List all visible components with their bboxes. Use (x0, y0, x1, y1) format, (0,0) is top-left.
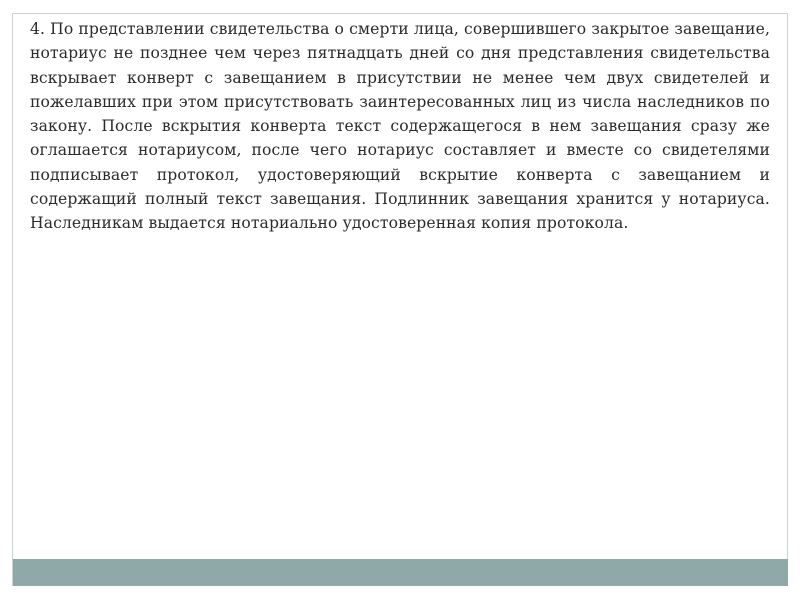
body-paragraph: 4. По представлении свидетельства о смерти лица, совершившего закрытое завещание, нотариус не позднее чем через пятнадцать дней со дня представления свидетельства вскрывает конверт с завещанием в присутствии не менее чем двух свидетелей и пожелавших при этом присутствовать заинтересованных лиц из числа наследников по закону. После вскрытия конверта текст содержащегося в нем завещания сразу же оглашается нотариусом, после чего нотариус составляет и вместе со свидетелями подписывает протокол, удостоверяющий вскрытие конверта с завещанием и содержащий полный текст завещания. Подлинник завещания хранится у нотариуса. Наследникам выдается нотариально удостоверенная копия протокола. (30, 20, 770, 233)
footer-bar (13, 559, 788, 586)
